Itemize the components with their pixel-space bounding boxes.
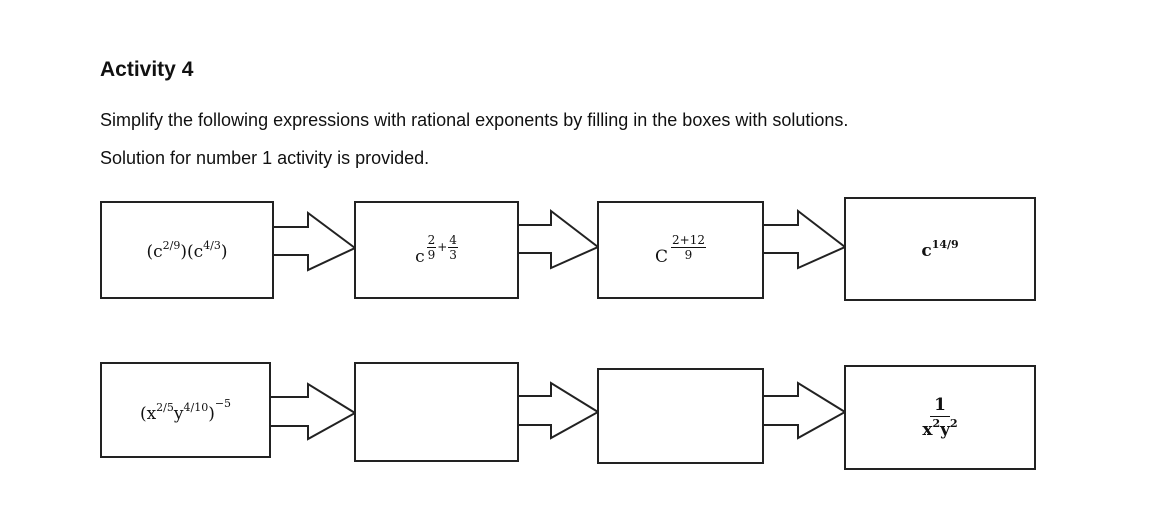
expression-box-1-1 bbox=[100, 201, 274, 299]
arrow-icon bbox=[269, 384, 355, 439]
expression-answer: $\frac{1}{x^2y^2}$ bbox=[922, 394, 958, 440]
answer-input-box-2-3[interactable] bbox=[597, 368, 764, 464]
expression-box-2-4 bbox=[844, 365, 1036, 470]
answer-input-box-2-2[interactable] bbox=[354, 362, 519, 462]
expression-step-1: c $\frac{2}{9}$ + $\frac{4}{3}$ bbox=[415, 232, 457, 267]
expression-step-2: C $\frac{2+12}{9}$ bbox=[655, 232, 705, 267]
expression-box-1-4 bbox=[844, 197, 1036, 301]
instruction-line-2: Solution for number 1 activity is provided. bbox=[100, 148, 430, 168]
expression-answer: $c^{14/9}$ bbox=[921, 237, 959, 261]
expression-box-2-1 bbox=[100, 362, 271, 458]
instruction-line-1: Simplify the following expressions with rational exponents by filling in the boxes with solutions. bbox=[100, 110, 849, 130]
arrow-icon bbox=[517, 211, 598, 268]
expression-given: $(c^{2/9})(c^{4/3})$ bbox=[146, 238, 228, 262]
arrow-icon bbox=[762, 211, 845, 268]
expression-box-1-2 bbox=[354, 201, 519, 299]
activity-heading: Activity 4 bbox=[100, 58, 194, 81]
arrow-icon bbox=[272, 213, 355, 270]
expression-given: $(x^{2/5}y^{4/10})^{-5}$ bbox=[139, 396, 232, 424]
arrow-icon bbox=[517, 383, 598, 438]
expression-box-1-3 bbox=[597, 201, 764, 299]
arrow-icon bbox=[762, 383, 845, 438]
